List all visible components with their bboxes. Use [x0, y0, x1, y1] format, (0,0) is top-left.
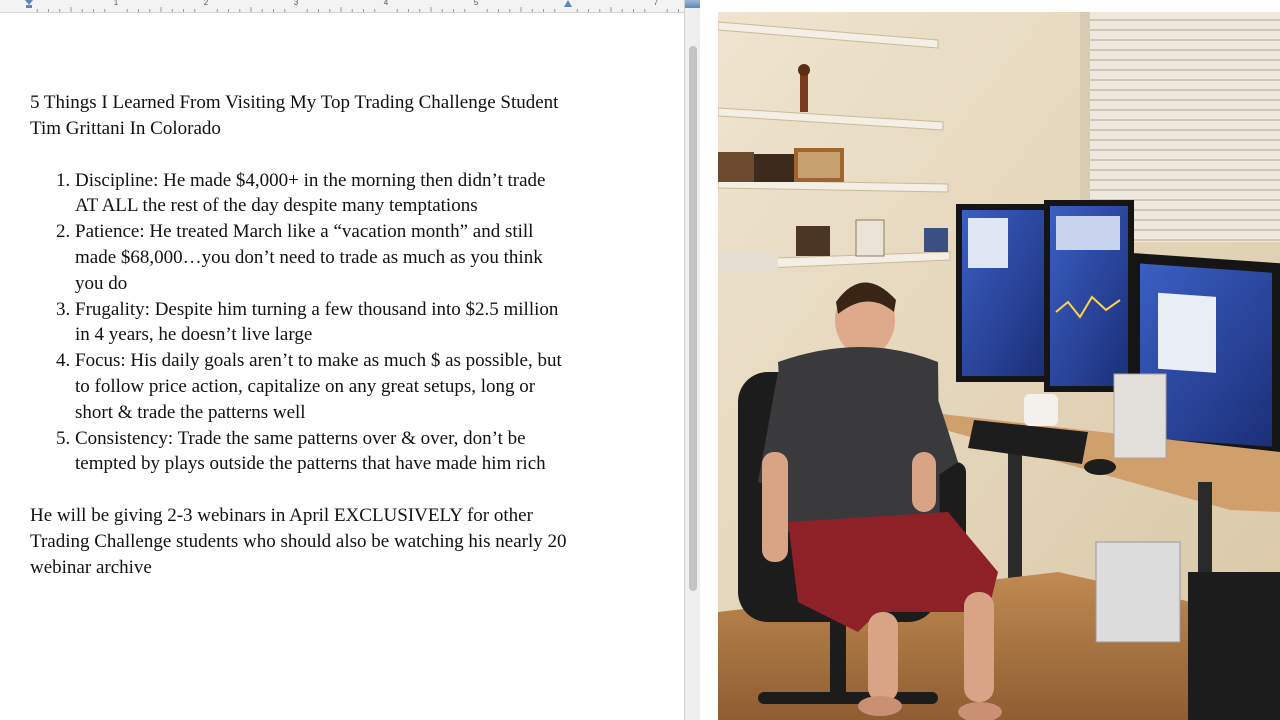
document-body[interactable] — [30, 90, 570, 581]
document-footer: He will be giving 2-3 webinars in April EXCLUSIVELY for other Trading Challenge students who should also be watching his nearly 20 webinar archive — [30, 505, 567, 578]
ruler-number: 1 — [113, 0, 119, 7]
photo-pane — [700, 0, 1280, 720]
right-indent-marker-icon[interactable] — [564, 0, 572, 8]
ruler-number: 5 — [473, 0, 479, 7]
ruler[interactable] — [0, 0, 684, 13]
ruler-number: 2 — [203, 0, 209, 7]
side-cabinet — [1188, 572, 1280, 720]
document-title: 5 Things I Learned From Visiting My Top Trading Challenge Student Tim Grittani In Colorado — [30, 92, 559, 139]
list-item: 4. Focus: His daily goals aren’t to make as much $ as possible, but to follow price action, capitalize on any great setups, long or short & trade the patterns well — [75, 348, 570, 425]
scrollbar-cap — [685, 0, 701, 8]
list-item: 3. Frugality: Despite him turning a few thousand into $2.5 million in 4 years, he doesn’t live large — [75, 297, 570, 349]
scrollbar-thumb[interactable] — [689, 46, 697, 591]
left-indent-marker-icon[interactable] — [25, 0, 33, 8]
lessons-list — [30, 168, 570, 478]
ruler-number: 3 — [293, 0, 299, 7]
list-item: 1. Discipline: He made $4,000+ in the morning then didn’t trade AT ALL the rest of the day despite many temptations — [75, 168, 570, 220]
ruler-ticks — [0, 0, 684, 12]
vertical-scrollbar[interactable] — [684, 0, 701, 720]
list-item: 5. Consistency: Trade the same patterns over & over, don’t be tempted by plays outside the patterns that have made him rich — [75, 426, 570, 478]
list-item: 2. Patience: He treated March like a “vacation month” and still made $68,000…you don’t need to trade as much as you think you do — [75, 219, 570, 296]
ruler-number: 4 — [383, 0, 389, 7]
ruler-number: 7 — [653, 0, 659, 7]
trader-photo — [718, 12, 1280, 720]
pc-tower — [1096, 542, 1180, 642]
